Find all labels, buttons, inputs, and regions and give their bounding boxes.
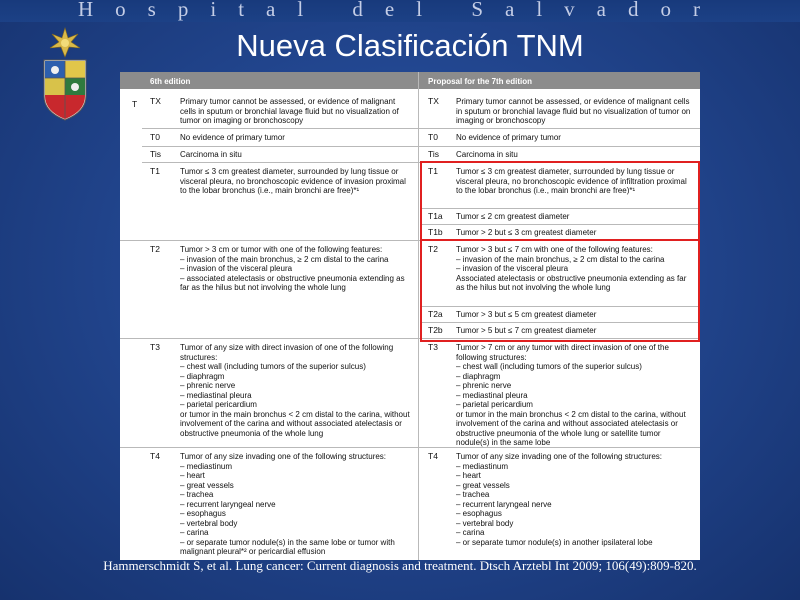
code-7th-t1b: T1b [428, 227, 443, 237]
code-6th-tis: Tis [150, 149, 162, 159]
text-7th-tis: Carcinoma in situ [456, 150, 518, 159]
highlight-box-t1 [420, 161, 700, 241]
text-7th-t0: No evidence of primary tumor [456, 133, 561, 142]
text-6th-t4: Tumor of any size invading one of the following structures: – mediastinum – heart – great vessels – trachea – recurrent laryngeal nerve – esophagus – vertebral body – carina – or separate tumor nodule(s) in the same lobe or tumor with malignant pleural*² or pericardial effusion [180, 452, 395, 556]
code-7th-t2a: T2a [428, 309, 443, 319]
code-6th-t0: T0 [150, 132, 160, 142]
code-6th-t1: T1 [150, 166, 160, 176]
code-7th-t0: T0 [428, 132, 438, 142]
text-7th-t2a: Tumor > 3 but ≤ 5 cm greatest diameter [456, 310, 597, 319]
highlight-box-t2 [420, 239, 700, 342]
code-7th-tis: Tis [428, 149, 440, 159]
text-7th-t3: Tumor > 7 cm or any tumor with direct invasion of one of the following structures: – chest wall (including tumors of the superior sulcus) – diaphragm – phrenic nerve – mediastinal pleura – parietal pericardium or tumor in the main bronchus < 2 cm distal to the carina, without involvement of the carina and without associated atelectasis or obstructive pneumonia of the whole lung or satellite tumor nodule(s) in the same lobe [456, 343, 686, 447]
tnm-table [120, 72, 700, 560]
category-label: T [132, 99, 138, 109]
hospital-name: Hospital del Salvador [78, 0, 722, 21]
text-6th-t0: No evidence of primary tumor [180, 133, 285, 142]
text-7th-t1: Tumor ≤ 3 cm greatest diameter, surrounded by lung tissue or visceral pleura, no bronchoscopic evidence of infiltration proximal to the lobar bronchus (i.e., main bronchi are free)*¹ [456, 167, 687, 195]
slide-title: Nueva Clasificación TNM [236, 28, 584, 63]
star-icon [50, 28, 80, 57]
text-6th-t1: Tumor ≤ 3 cm greatest diameter, surrounded by lung tissue or visceral pleura, no bronchoscopic evidence of invasion proximal to the lobar bronchus (i.e., main bronchi are free)*¹ [180, 167, 406, 195]
text-6th-tis: Carcinoma in situ [180, 150, 242, 159]
code-7th-tx: TX [428, 96, 439, 106]
code-7th-t1: T1 [428, 166, 438, 176]
code-7th-t2: T2 [428, 244, 438, 254]
text-7th-tx: Primary tumor cannot be assessed, or evidence of malignant cells in sputum or bronchial lavage fluid but no visualization of tumor on imaging or bronchoscopy [456, 97, 691, 125]
code-7th-t3: T3 [428, 342, 438, 352]
text-7th-t4: Tumor of any size invading one of the following structures: – mediastinum – heart – great vessels – trachea – recurrent laryngeal nerve – esophagus – vertebral body – carina – or separate tumor nodule(s) in another ipsilateral lobe [456, 452, 663, 547]
text-7th-t1a: Tumor ≤ 2 cm greatest diameter [456, 212, 570, 221]
citation: Hammerschmidt S, et al. Lung cancer: Current diagnosis and treatment. Dtsch Arztebl Int 2009; 106(49):809-820. [103, 558, 697, 573]
text-7th-t2: Tumor > 3 but ≤ 7 cm with one of the following features: – invasion of the main bronchus, ≥ 2 cm distal to the carina – invasion of the visceral pleura Associated atelectasis or obstructive pneumonia extending as far as the hilus but not involving the whole lung [456, 245, 687, 292]
text-6th-t2: Tumor > 3 cm or tumor with one of the following features: – invasion of the main bronchus, ≥ 2 cm distal to the carina – invasion of the visceral pleura – associated atelectasis or obstructive pneumonia extending as far as the hilus but not involving the whole lung [180, 245, 405, 292]
code-7th-t1a: T1a [428, 211, 443, 221]
header-6th-edition: 6th edition [150, 77, 191, 86]
code-6th-tx: TX [150, 96, 161, 106]
table-header-row [120, 72, 700, 89]
text-6th-tx: Primary tumor cannot be assessed, or evidence of malignant cells in sputum or bronchial lavage fluid but no visualization of tumor on imaging or bronchoscopy [180, 97, 399, 125]
code-7th-t2b: T2b [428, 325, 443, 335]
university-crest-logo [38, 26, 92, 122]
code-7th-t4: T4 [428, 451, 438, 461]
text-7th-t2b: Tumor > 5 but ≤ 7 cm greatest diameter [456, 326, 597, 335]
text-6th-t3: Tumor of any size with direct invasion of one of the following structures: – chest wall (including tumors of the superior sulcus) – diaphragm – phrenic nerve – mediastinal pleura – parietal pericardium or tumor in the main bronchus < 2 cm distal to the carina, without involvement of the carina and without associated atelectasis or obstructive pneumonia of the whole lung [180, 343, 410, 438]
code-6th-t3: T3 [150, 342, 160, 352]
code-6th-t2: T2 [150, 244, 160, 254]
text-7th-t1b: Tumor > 2 but ≤ 3 cm greatest diameter [456, 228, 597, 237]
code-6th-t4: T4 [150, 451, 160, 461]
header-7th-edition: Proposal for the 7th edition [428, 77, 533, 86]
